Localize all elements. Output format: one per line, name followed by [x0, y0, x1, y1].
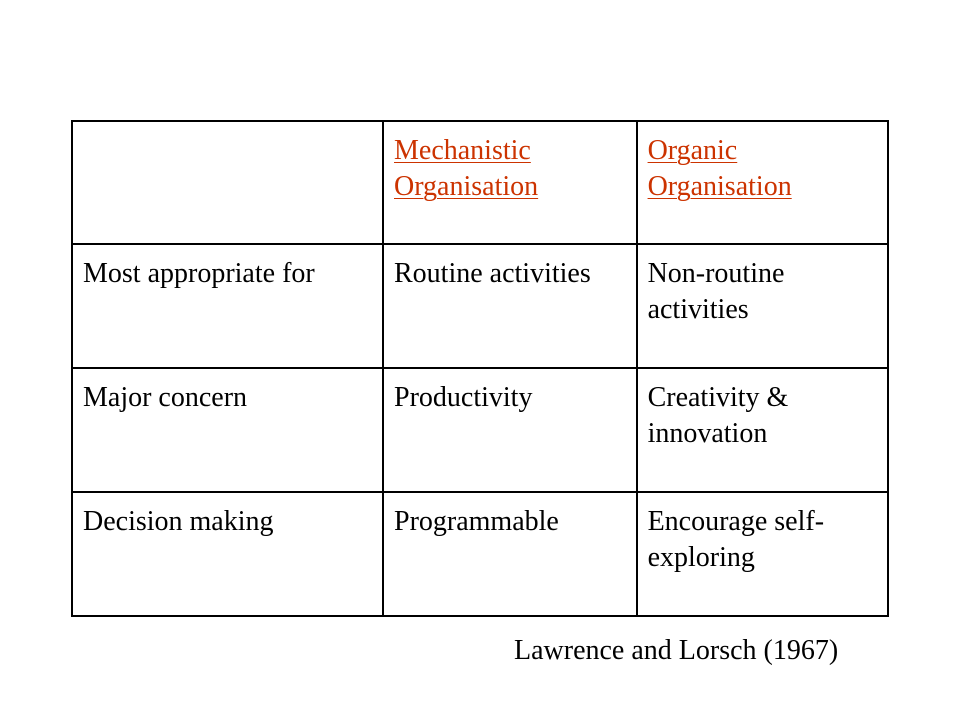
table-cell: Non-routine activities	[637, 244, 888, 368]
header-cell-mechanistic	[383, 121, 637, 244]
table-row	[72, 244, 888, 368]
table-cell: Creativity & innovation	[637, 368, 888, 492]
row-label-major-concern: Major concern	[72, 368, 383, 492]
organic-organisation-link[interactable]: Organic Organisation	[647, 135, 792, 202]
header-cell-organic	[637, 121, 888, 244]
citation: Lawrence and Lorsch (1967)	[514, 635, 839, 666]
row-label-most-appropriate-for: Most appropriate for	[72, 244, 383, 368]
mechanistic-organisation-link[interactable]: Mechanistic Organisation	[394, 135, 539, 202]
table-cell: Encourage self-exploring	[637, 492, 888, 616]
table-cell: Productivity	[383, 368, 637, 492]
table-cell: Programmable	[383, 492, 637, 616]
row-label-decision-making: Decision making	[72, 492, 383, 616]
table-cell: Routine activities	[383, 244, 637, 368]
table-row	[72, 492, 888, 616]
comparison-table	[71, 120, 889, 617]
table-row	[72, 368, 888, 492]
corner-cell	[72, 121, 383, 244]
table-header-row	[72, 121, 888, 244]
